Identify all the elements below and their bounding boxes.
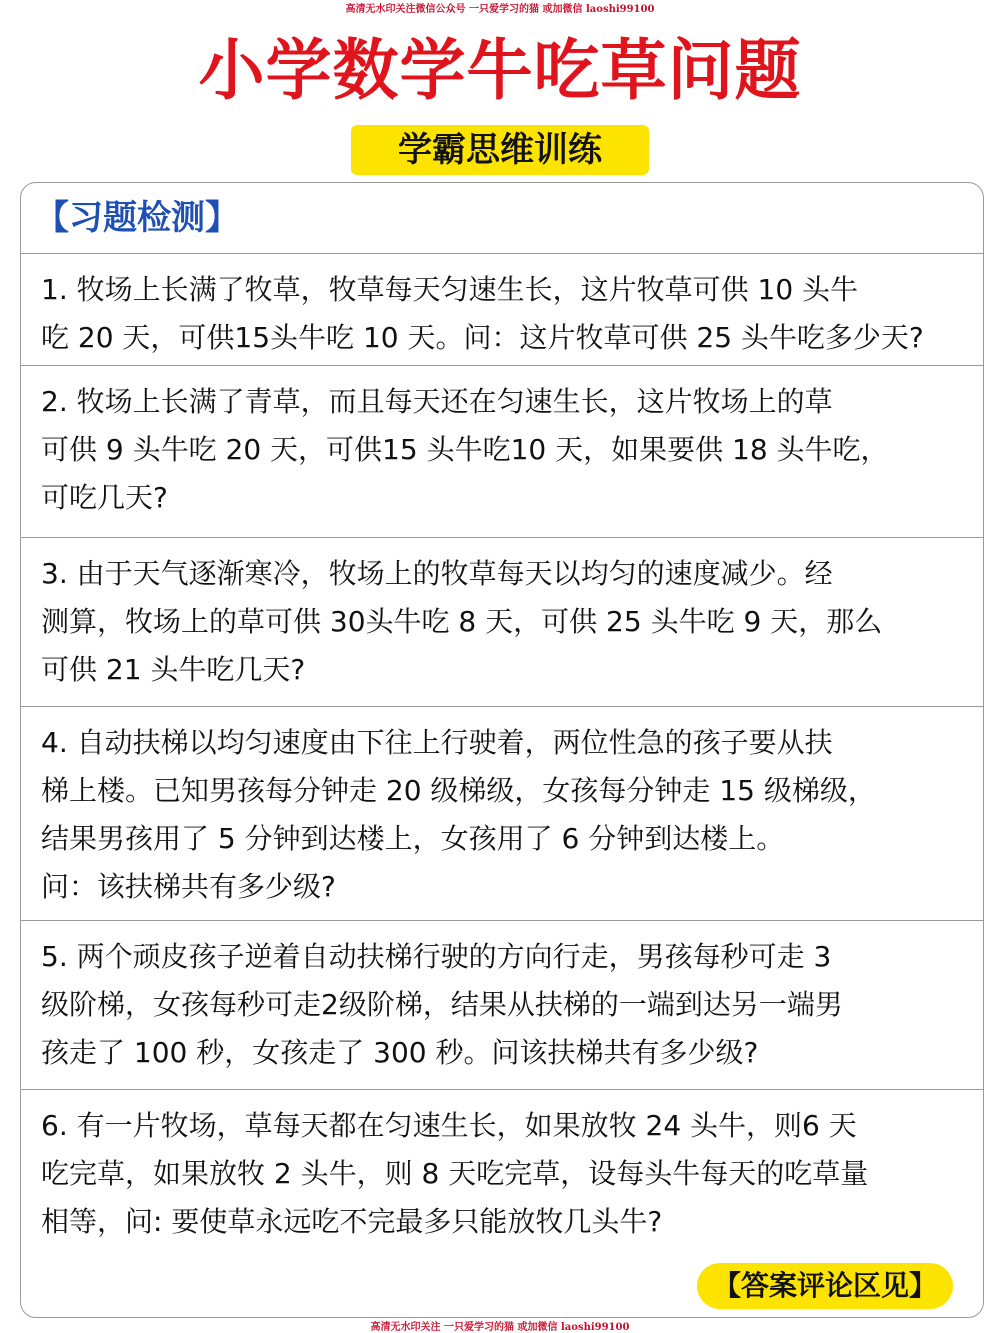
question-line: 6. 有一片牧场，草每天都在匀速生长，如果放牧 24 头牛，则6 天 [41,1109,857,1142]
question-line: 3. 由于天气逐渐寒冷，牧场上的牧草每天以均匀的速度减少。经 [41,557,833,590]
question-item [21,254,983,366]
question-line: 相等，问: 要使草永远吃不完最多只能放牧几头牛? [41,1205,663,1238]
question-line: 级阶梯，女孩每秒可走2级阶梯，结果从扶梯的一端到达另一端男 [41,988,843,1021]
page-title: 小学数学牛吃草问题 [198,31,802,109]
question-line: 2. 牧场上长满了青草，而且每天还在匀速生长，这片牧场上的草 [41,385,833,418]
question-line: 5. 两个顽皮孩子逆着自动扶梯行驶的方向行走，男孩每秒可走 3 [41,940,832,973]
top-watermark: 高清无水印关注微信公众号 一只爱学习的猫 或加微信 laoshi99100 [345,4,655,15]
exercise-card [20,182,984,1318]
question-line: 1. 牧场上长满了牧草，牧草每天匀速生长，这片牧草可供 10 头牛 [41,273,859,306]
question-line: 可吃几天? [41,481,168,514]
bottom-watermark: 高清无水印关注 一只爱学习的猫 或加微信 laoshi99100 [370,1322,630,1333]
question-line: 吃完草，如果放牧 2 头牛，则 8 天吃完草，设每头牛每天的吃草量 [41,1157,869,1190]
answer-note-badge: 【答案评论区见】 [697,1263,953,1309]
question-item [21,538,983,707]
question-line: 测算，牧场上的草可供 30头牛吃 8 天，可供 25 头牛吃 9 天，那么 [41,605,883,638]
question-item [21,707,983,921]
question-line: 4. 自动扶梯以均匀速度由下往上行驶着，两位性急的孩子要从扶 [41,726,833,759]
subtitle-badge: 学霸思维训练 [351,125,649,175]
question-line: 可供 21 头牛吃几天? [41,653,306,686]
question-line: 孩走了 100 秒，女孩走了 300 秒。问该扶梯共有多少级? [41,1036,759,1069]
question-line: 可供 9 头牛吃 20 天，可供15 头牛吃10 天，如果要供 18 头牛吃， [41,433,889,466]
question-line: 梯上楼。已知男孩每分钟走 20 级梯级，女孩每分钟走 15 级梯级， [41,774,876,807]
question-line: 吃 20 天，可供15头牛吃 10 天。问：这片牧草可供 25 头牛吃多少天? [41,321,924,354]
question-item [21,366,983,538]
question-item [21,921,983,1090]
section-title: 【习题检测】 [35,198,239,238]
section-header [21,183,983,254]
question-line: 结果男孩用了 5 分钟到达楼上，女孩用了 6 分钟到达楼上。 [41,822,785,855]
question-line: 问：该扶梯共有多少级? [41,870,336,903]
